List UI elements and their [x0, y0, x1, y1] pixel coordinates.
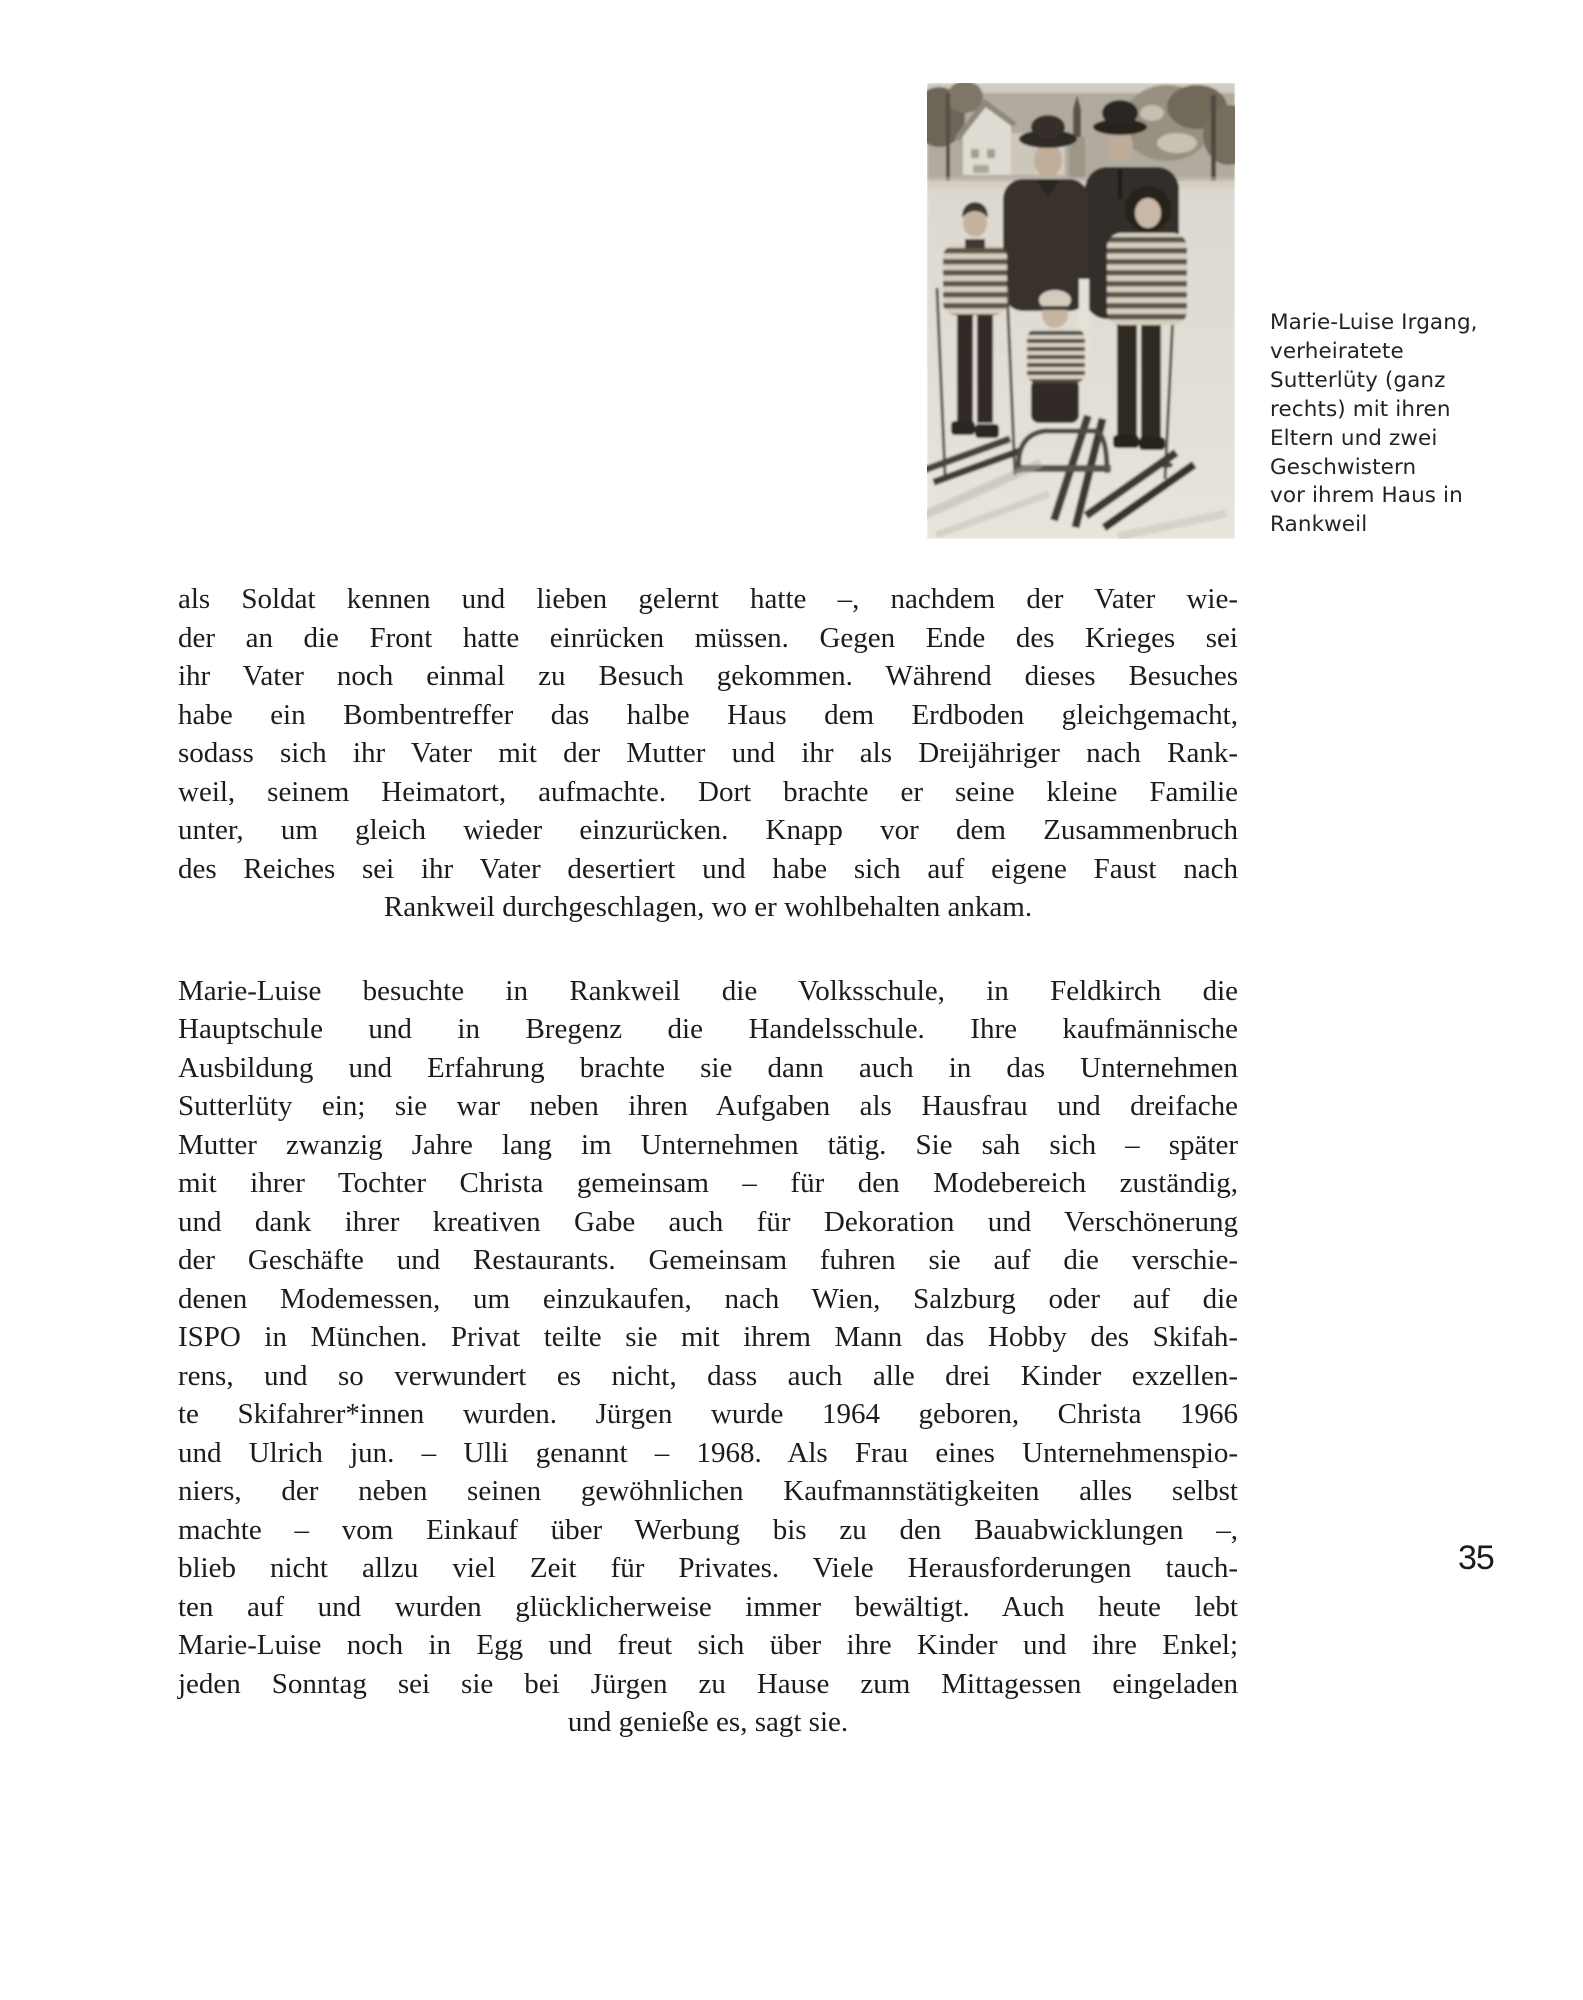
text-line: habe ein Bombentreffer das halbe Haus dem Erdboden gleichgemacht, — [178, 698, 1238, 731]
text-line: Marie-Luise Irgang, — [1270, 310, 1478, 335]
text-line: Rankweil durchgeschlagen, wo er wohlbehalten ankam. — [383, 891, 1033, 923]
text-line: der Geschäfte und Restaurants. Gemeinsam fuhren sie auf die verschie- — [178, 1244, 1238, 1276]
family-photo-illustration — [927, 83, 1235, 539]
paragraph-1 — [178, 580, 1238, 927]
text-line: Eltern und zwei — [1270, 425, 1438, 451]
text-line: denen Modemessen, um einzukaufen, nach Wien, Salzburg oder auf die — [178, 1282, 1238, 1315]
text-line: unter, um gleich wieder einzurücken. Knapp vor dem Zusammenbruch — [178, 814, 1238, 846]
text-line: blieb nicht allzu viel Zeit für Privates. Viele Herausforderungen tauch- — [178, 1552, 1238, 1584]
text-line: als Soldat kennen und lieben gelernt hatte –, nachdem der Vater wie- — [178, 583, 1238, 615]
text-line: Sutterlüty (ganz — [1270, 367, 1446, 393]
text-line: jeden Sonntag sei sie bei Jürgen zu Hause zum Mittagessen eingeladen — [178, 1667, 1238, 1700]
text-line: des Reiches sei ihr Vater desertiert und habe sich auf eigene Faust nach — [178, 852, 1238, 885]
family-photo — [927, 83, 1235, 539]
text-line: rens, und so verwundert es nicht, dass auch alle drei Kinder exzellen- — [178, 1359, 1238, 1392]
text-line: machte – vom Einkauf über Werbung bis zu den Bauabwicklungen –, — [178, 1513, 1238, 1546]
text-line: und dank ihrer kreativen Gabe auch für Dekoration und Verschönerung — [178, 1205, 1238, 1238]
text-line: verheiratete — [1270, 338, 1404, 364]
text-line: weil, seinem Heimatort, aufmachte. Dort brachte er seine kleine Familie — [178, 775, 1238, 808]
text-line: der an die Front hatte einrücken müssen. Gegen Ende des Krieges sei — [178, 621, 1238, 654]
text-line: Hauptschule und in Bregenz die Handelsschule. Ihre kaufmännische — [178, 1013, 1238, 1045]
text-line: Sutterlüty ein; sie war neben ihren Aufgaben als Hausfrau und dreifache — [178, 1090, 1238, 1122]
text-line: und genieße es, sagt sie. — [567, 1706, 849, 1738]
text-line: ihr Vater noch einmal zu Besuch gekommen. Während dieses Besuches — [178, 660, 1238, 692]
text-line: ten auf und wurden glücklicherweise immer bewältigt. Auch heute lebt — [178, 1590, 1238, 1623]
text-line: te Skifahrer*innen wurden. Jürgen wurde 1964 geboren, Christa 1966 — [178, 1398, 1238, 1430]
photo-caption — [1270, 309, 1530, 540]
text-line: mit ihrer Tochter Christa gemeinsam – für den Modebereich zuständig, — [178, 1167, 1238, 1199]
paragraph-2 — [178, 972, 1238, 1742]
text-line: Ausbildung und Erfahrung brachte sie dann auch in das Unternehmen — [178, 1051, 1238, 1084]
text-line: ISPO in München. Privat teilte sie mit ihrem Mann das Hobby des Skifah- — [178, 1321, 1238, 1353]
text-line: sodass sich ihr Vater mit der Mutter und ihr als Dreijähriger nach Rank- — [178, 737, 1238, 769]
text-line: und Ulrich jun. – Ulli genannt – 1968. Als Frau eines Unternehmenspio- — [178, 1436, 1238, 1469]
page-body — [178, 580, 1238, 1742]
text-line: Marie-Luise besuchte in Rankweil die Volksschule, in Feldkirch die — [178, 974, 1238, 1007]
text-line: Marie-Luise noch in Egg und freut sich über ihre Kinder und ihre Enkel; — [178, 1629, 1238, 1661]
text-line: Rankweil — [1270, 512, 1368, 538]
page-number: 35 — [1458, 1539, 1494, 1577]
text-line: rechts) mit ihren — [1270, 396, 1451, 422]
text-line: niers, der neben seinen gewöhnlichen Kaufmannstätigkeiten alles selbst — [178, 1475, 1238, 1507]
text-line: Mutter zwanzig Jahre lang im Unternehmen tätig. Sie sah sich – später — [178, 1128, 1238, 1161]
text-line: Geschwistern — [1270, 454, 1417, 480]
text-line: vor ihrem Haus in — [1270, 483, 1463, 509]
